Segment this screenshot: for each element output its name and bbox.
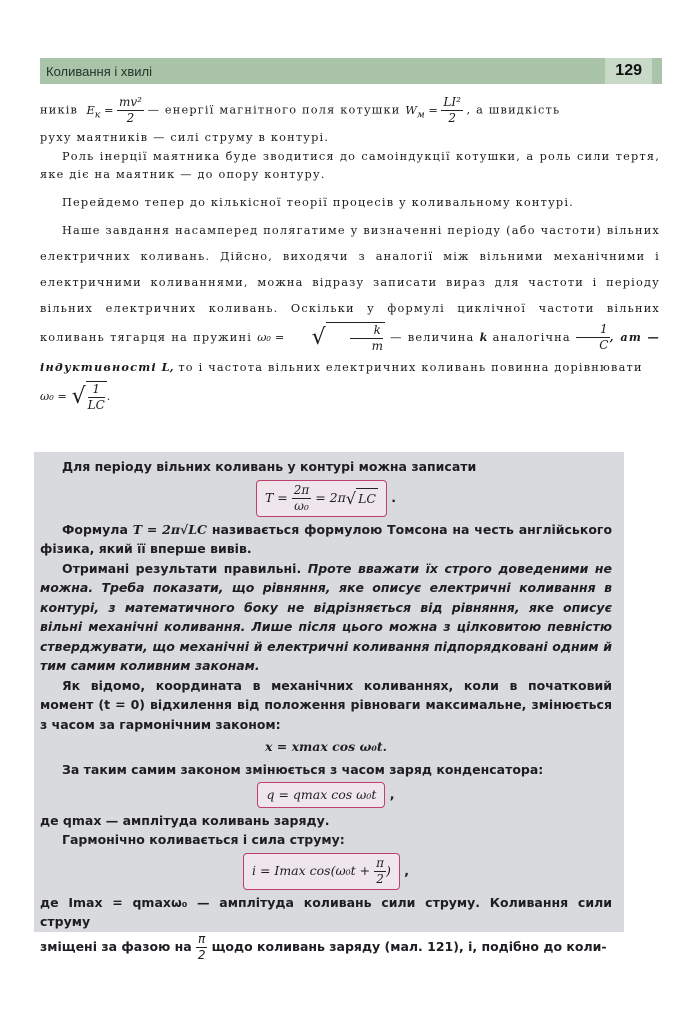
text-fragment: щодо коливань заряду (мал. 121), і, подібно до коли- <box>211 938 607 954</box>
formula-equals: = <box>428 103 438 117</box>
formula-lhs: ω₀ = <box>40 389 67 403</box>
fraction-denominator: 2 <box>126 111 135 125</box>
formula-period: . <box>391 489 397 505</box>
fraction <box>350 323 383 354</box>
text-fragment: , ат — індуктивності <box>40 329 660 374</box>
paragraph-imax: де Imax = qmaxω₀ — амплітуда коливань сили струму. Коливання сили струму <box>40 894 612 929</box>
paragraph-1-end: руху маятників — силі струму в контурі. <box>40 130 330 144</box>
formula-part: = 2π <box>315 489 346 505</box>
sqrt-lc <box>346 488 378 509</box>
text-fragment: Проте вважати їх строго доведеними не можна. Треба показати, що рівняння, яке описує електричні коливання в контурі, з математичного боку не відрізняється від рівняння, яке описує вільні механічні коливання. Лише після цього можна з цілковитою певністю стверджувати, що механічні й електричні коливання підпорядковані одним й тим самим коливним законам. <box>40 560 612 673</box>
formula-kinetic-energy <box>83 95 148 125</box>
formula-omega: ω₀ = <box>257 330 285 344</box>
sqrt-sign: √ <box>311 324 326 350</box>
paragraph-coordinate: Як відомо, координата в механічних коливаннях, коли в початковий момент (t = 0) відхилення від положення рівноваги максимальне, змінюється з часом за гармонічним законом: <box>40 677 612 732</box>
sqrt-content: LC <box>356 488 378 509</box>
fraction <box>196 932 207 963</box>
formula-subscript: к <box>94 108 101 120</box>
paragraph-1 <box>40 95 660 128</box>
text-fragment: то і частота вільних електричних коливань повинна дорівнювати <box>178 360 643 374</box>
formula-comma: , <box>389 786 395 802</box>
scanned-section <box>34 452 624 962</box>
fraction-denominator: m <box>371 338 383 353</box>
fraction-one-over-c <box>576 322 610 353</box>
formula-box <box>256 480 387 517</box>
text-fragment: ників <box>40 103 79 117</box>
fraction <box>441 95 463 126</box>
sqrt-sign: √ <box>345 488 357 508</box>
fraction <box>292 483 312 514</box>
formula-symbol: E <box>86 103 95 117</box>
paragraph-period: Для періоду вільних коливань у контурі можна записати <box>62 459 477 474</box>
paragraph-current: Гармонічно коливається і сила струму: <box>62 832 345 847</box>
paragraph-thomson <box>40 520 612 559</box>
formula-magnetic-energy <box>405 95 466 125</box>
fraction-numerator: π <box>376 855 385 870</box>
fraction <box>374 856 386 887</box>
text-fragment: — величина <box>390 330 475 344</box>
fraction-denominator: 2 <box>448 111 456 125</box>
text-fragment: Формула <box>62 521 128 537</box>
text-fragment: на честь англійського фізика, який її вперше вивів. <box>40 521 613 556</box>
fraction-numerator: 1 <box>88 382 105 398</box>
paragraph-2: Роль інерції маятника буде зводитися до самоіндукції котушки, а роль сили тертя, яке діє на маятник — до опору контуру. <box>40 149 660 181</box>
formula-text: x = xmax cos ω₀t. <box>264 739 388 754</box>
paragraph-3: Перейдемо тепер до кількісної теорії процесів у коливальному контурі. <box>62 195 574 209</box>
page-header <box>40 58 662 84</box>
chapter-title: Коливання і хвилі <box>46 63 153 79</box>
fraction-denominator: ω₀ <box>294 498 309 513</box>
fraction-denominator: C <box>599 338 609 353</box>
fraction-numerator: 2π <box>293 482 310 497</box>
page-number: 129 <box>605 58 652 84</box>
text-fragment: Отримані результати правильні. <box>62 560 302 576</box>
formula-box: q = qmax cos ω₀t <box>257 782 385 808</box>
fraction-numerator: 1 <box>576 322 610 338</box>
text-fragment: називається <box>211 521 300 537</box>
term-thomson: формулою Томсона <box>304 521 448 537</box>
formula-part: i = Imax cos(ω₀t + <box>251 862 371 878</box>
sqrt-sign: √ <box>71 383 86 409</box>
fraction-numerator: LI² <box>443 95 461 109</box>
formula-inline: T = 2π√LC <box>132 521 207 537</box>
formula-subscript: м <box>416 108 425 120</box>
fraction-denominator: 2 <box>197 947 206 962</box>
sqrt-one-over-lc <box>72 381 107 413</box>
formula-thomson-boxed <box>40 480 612 517</box>
sqrt-k-over-m <box>290 322 385 354</box>
fraction-numerator: π <box>198 931 206 946</box>
fraction-numerator: k <box>350 323 383 339</box>
fraction-denominator: LC <box>87 397 105 412</box>
formula-omega-lc: ω₀ = √ $\frac{1}{LC}$ . <box>40 381 112 412</box>
fraction <box>117 95 144 126</box>
variable-l: L, <box>161 359 174 374</box>
text-fragment: , а швидкість <box>466 103 561 117</box>
formula-lhs: T = <box>264 489 288 505</box>
text-fragment: — енергії магнітного поля котушки <box>147 103 401 117</box>
main-text-top <box>40 95 660 413</box>
formula-part: ) <box>386 862 391 878</box>
paragraph-results <box>40 559 612 676</box>
formula-i-boxed <box>40 853 612 890</box>
formula-box <box>243 853 400 890</box>
formula-comma: , <box>404 862 410 878</box>
fraction-denominator: 2 <box>376 871 384 886</box>
fraction <box>88 382 105 413</box>
fraction-numerator: mv² <box>119 95 142 109</box>
formula-q-boxed <box>40 782 612 808</box>
formula-symbol: W <box>405 103 417 117</box>
paragraph-4 <box>40 218 660 381</box>
variable-k: k <box>479 329 488 344</box>
text-fragment: аналогічна <box>492 330 571 344</box>
paragraph-qmax: де qmax — амплітуда коливань заряду. <box>40 812 330 828</box>
text-fragment: Наше завдання насамперед полягатиме у визначенні періоду (або частоти) вільних електричних коливань. Дійсно, виходячи з аналогії між вільними механічними і електричними коливаннями, можна відразу записати вираз для частоти і періоду вільних електричних коливань. Оскільки у формулі циклічної частоти вільних коливань тягарця на пружині <box>40 223 660 344</box>
text-fragment: зміщені за фазою на <box>40 938 192 954</box>
formula-equals: = <box>103 103 114 117</box>
paragraph-charge: За таким самим законом змінюється з часом заряд конденсатора: <box>62 761 544 777</box>
formula-x <box>40 737 612 757</box>
paragraph-phase <box>40 932 612 963</box>
